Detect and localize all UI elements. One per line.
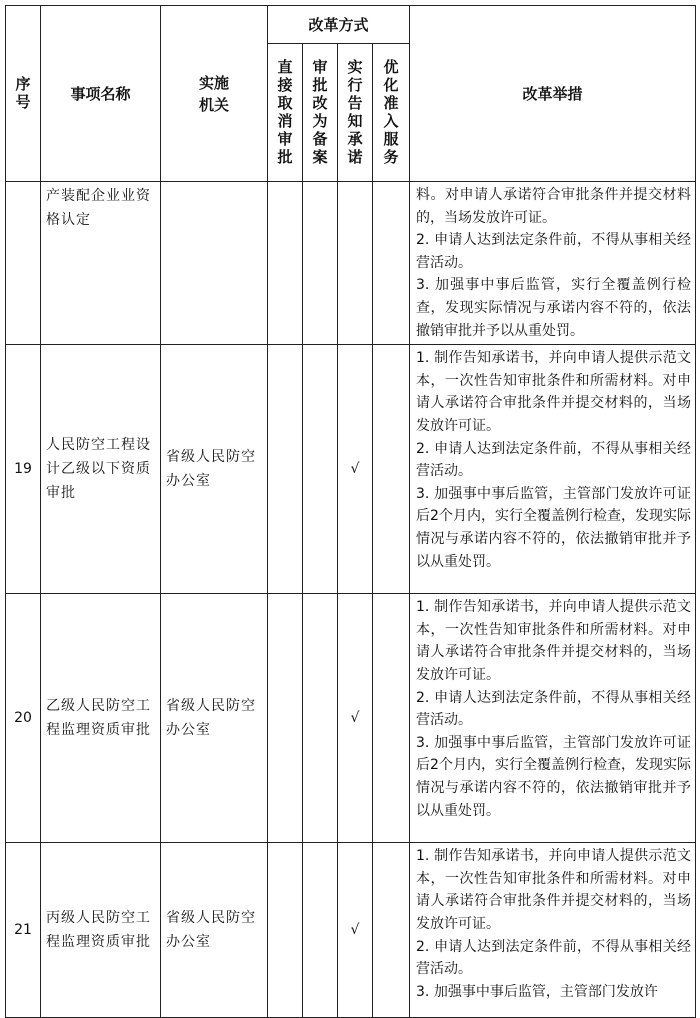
row-measures — [410, 594, 696, 843]
table-row — [6, 843, 696, 1018]
row-method-check — [373, 182, 410, 345]
row-measures — [410, 843, 696, 1018]
row-method-check — [303, 182, 338, 345]
measure-item: 3. 加强事中事后监管，主管部门发放许可证后2个月内，实行全覆盖例行检查，发现实际情况与承诺内容不符的，依法撤销审批并予以从重处罚。 — [416, 734, 692, 819]
row-method-check — [268, 182, 303, 345]
measure-item: 2. 申请人达到法定条件前，不得从事相关经营活动。 — [416, 938, 692, 978]
header-method-optimize: 优化准入服务 — [373, 44, 410, 182]
row-method-check — [303, 594, 338, 843]
row-method-check — [268, 345, 303, 594]
row-method-check — [268, 594, 303, 843]
row-agency — [161, 182, 268, 345]
row-index: 20 — [6, 594, 41, 843]
row-agency: 省级人民防空办公室 — [161, 843, 268, 1018]
measure-item: 1. 制作告知承诺书，并向申请人提供示范文本，一次性告知审批条件和所需材料。对申请人承诺符合审批条件并提交材料的，当场发放许可证。 — [416, 599, 692, 683]
row-item-name: 丙级人民防空工程监理资质审批 — [41, 843, 161, 1018]
table-row — [6, 345, 696, 594]
row-method-check — [373, 594, 410, 843]
measure-item: 3. 加强事中事后监管，主管部门发放许可证后2个月内，实行全覆盖例行检查，发现实际情况与承诺内容不符的，依法撤销审批并予以从重处罚。 — [416, 485, 692, 570]
measure-item: 1. 制作告知承诺书，并向申请人提供示范文本，一次性告知审批条件和所需材料。对申请人承诺符合审批条件并提交材料的，当场发放许可证。 — [416, 350, 692, 434]
row-method-check — [303, 843, 338, 1018]
measure-item: 2. 申请人达到法定条件前，不得从事相关经营活动。 — [416, 440, 692, 480]
row-item-name: 产装配企业业资格认定 — [41, 182, 161, 345]
measure-item: 1. 制作告知承诺书，并向申请人提供示范文本，一次性告知审批条件和所需材料。对申请人承诺符合审批条件并提交材料的，当场发放许可证。 — [416, 848, 692, 932]
measure-item: 3. 加强事中事后监管，主管部门发放许 — [416, 983, 658, 1000]
header-reform-method: 改革方式 — [268, 6, 410, 44]
row-method-check: √ — [338, 594, 373, 843]
row-agency: 省级人民防空办公室 — [161, 345, 268, 594]
measure-item: 料。对申请人承诺符合审批条件并提交材料的，当场发放许可证。 — [416, 187, 692, 226]
row-method-check — [338, 182, 373, 345]
header-agency: 实施机关 — [161, 6, 268, 182]
reform-table — [5, 5, 696, 1018]
row-method-check — [268, 843, 303, 1018]
row-method-check: √ — [338, 843, 373, 1018]
row-method-check — [373, 345, 410, 594]
row-measures — [410, 182, 696, 345]
measure-item: 2. 申请人达到法定条件前，不得从事相关经营活动。 — [416, 232, 692, 271]
row-method-check — [303, 345, 338, 594]
table-row — [6, 594, 696, 843]
row-index: 21 — [6, 843, 41, 1018]
header-method-filing: 审批改为备案 — [303, 44, 338, 182]
measure-item: 3. 加强事中事后监管，实行全覆盖例行检查，发现实际情况与承诺内容不符的，依法撤销审批并予以从重处罚。 — [416, 277, 692, 339]
row-method-check: √ — [338, 345, 373, 594]
header-method-commitment: 实行告知承诺 — [338, 44, 373, 182]
header-measures: 改革举措 — [410, 6, 696, 182]
row-method-check — [373, 843, 410, 1018]
row-index — [6, 182, 41, 345]
row-index: 19 — [6, 345, 41, 594]
header-index: 序号 — [6, 6, 41, 182]
measure-item: 2. 申请人达到法定条件前，不得从事相关经营活动。 — [416, 689, 692, 729]
header-item-name: 事项名称 — [41, 6, 161, 182]
row-item-name: 人民防空工程设计乙级以下资质审批 — [41, 345, 161, 594]
table-row — [6, 182, 696, 345]
row-item-name: 乙级人民防空工程监理资质审批 — [41, 594, 161, 843]
header-method-cancel: 直接取消审批 — [268, 44, 303, 182]
row-agency: 省级人民防空办公室 — [161, 594, 268, 843]
row-measures — [410, 345, 696, 594]
